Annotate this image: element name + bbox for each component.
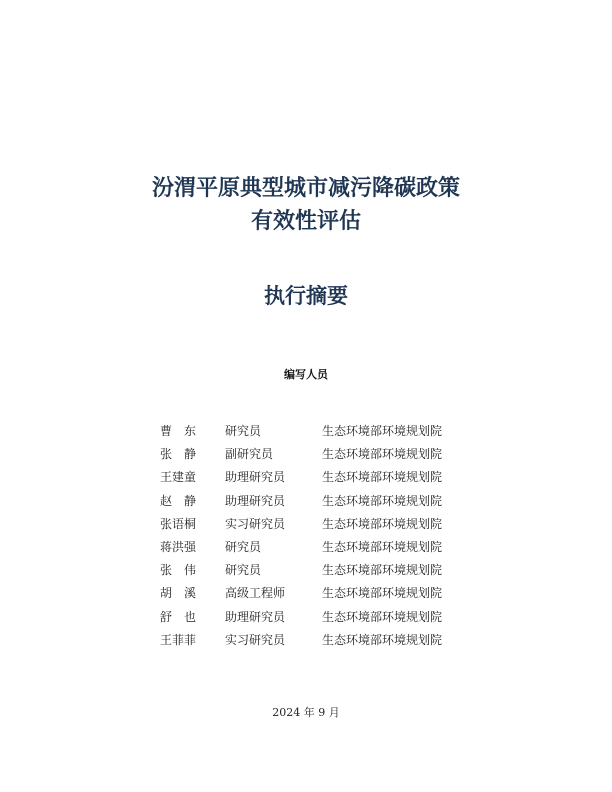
author-title: 研究员 [225,563,262,578]
author-title: 研究员 [225,539,262,554]
author-name: 王建童 [160,470,197,485]
author-organization: 生态环境部环境规划院 [322,632,443,647]
author-list [0,420,612,652]
author-row [0,606,612,629]
author-organization: 生态环境部环境规划院 [322,586,443,601]
author-organization: 生态环境部环境规划院 [322,447,443,462]
author-title: 研究员 [225,424,262,438]
author-organization: 生态环境部环境规划院 [322,563,443,578]
author-organization: 生态环境部环境规划院 [322,424,443,438]
author-organization: 生态环境部环境规划院 [322,516,443,531]
author-row [0,420,612,443]
author-row [0,536,612,559]
author-name: 曹 东 [160,424,197,438]
document-subtitle: 执行摘要 [264,284,348,308]
author-title: 助理研究员 [225,493,286,508]
author-row [0,443,612,466]
authors-heading: 编写人员 [284,368,328,381]
author-row [0,629,612,652]
author-title: 实习研究员 [225,632,286,647]
author-title: 高级工程师 [225,586,286,601]
author-row [0,559,612,582]
publication-date: 2024 年 9 月 [272,706,340,719]
author-name: 舒 也 [160,609,197,624]
document-title-line-1: 汾渭平原典型城市减污降碳政策 [151,176,460,201]
author-name: 王菲菲 [160,632,197,647]
document-title-line-2: 有效性评估 [250,209,361,234]
author-row [0,466,612,489]
author-row [0,582,612,605]
author-organization: 生态环境部环境规划院 [322,609,443,624]
author-name: 赵 静 [160,493,197,508]
author-title: 助理研究员 [225,609,286,624]
author-name: 张 静 [160,447,197,462]
author-title: 实习研究员 [225,516,286,531]
author-name: 张 伟 [160,563,197,578]
author-organization: 生态环境部环境规划院 [322,539,443,554]
author-name: 胡 溪 [160,586,197,601]
author-title: 副研究员 [225,447,274,462]
author-name: 蒋洪强 [160,539,197,554]
author-organization: 生态环境部环境规划院 [322,493,443,508]
author-row [0,513,612,536]
author-title: 助理研究员 [225,470,286,485]
author-organization: 生态环境部环境规划院 [322,470,443,485]
author-row [0,490,612,513]
author-name: 张语桐 [160,516,197,531]
